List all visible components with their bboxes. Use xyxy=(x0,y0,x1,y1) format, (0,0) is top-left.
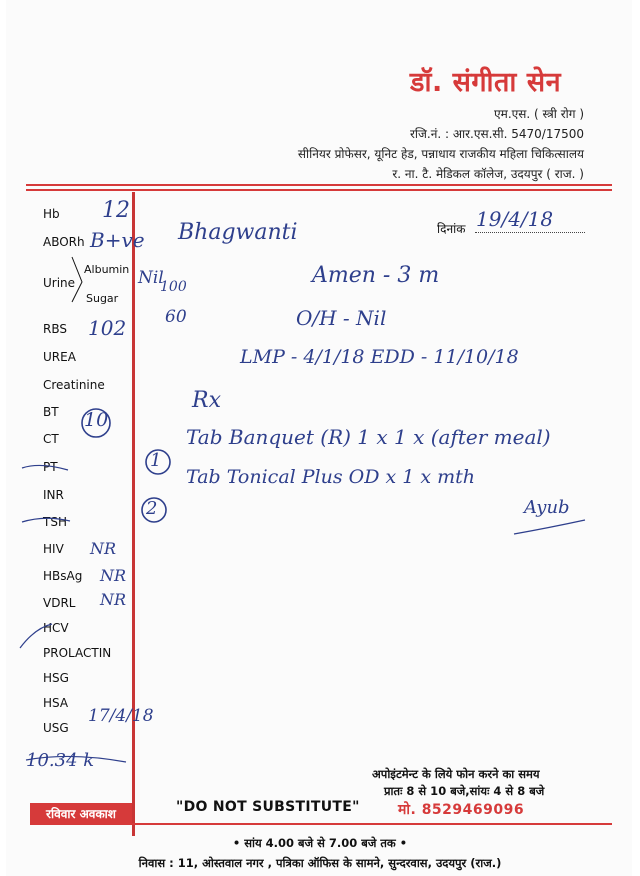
test-hcv: HCV xyxy=(43,621,69,635)
test-tsh: TSH xyxy=(43,515,67,529)
test-inr: INR xyxy=(43,488,64,502)
hw-med1-number: 1 xyxy=(150,450,162,471)
test-hbsag: HBsAg xyxy=(43,569,83,583)
residence-address: निवास : 11, ओस्तवाल नगर , पत्रिका ऑफिस के सामने, सुन्दरवास, उदयपुर (राज.) xyxy=(138,856,502,870)
test-sugar: Sugar xyxy=(86,292,119,305)
hw-rbs-value: 102 xyxy=(88,316,127,340)
appointment-times: प्रातः 8 से 10 बजे,सांयः 4 से 8 बजे xyxy=(384,784,545,798)
test-creatinine: Creatinine xyxy=(43,378,105,392)
test-vdrl: VDRL xyxy=(43,596,76,610)
hw-usg-date: 17/4/18 xyxy=(88,706,154,726)
test-aborh: ABORh xyxy=(43,235,85,249)
hw-amenorrhea: Amen - 3 m xyxy=(312,263,440,288)
clinic-hours: • सांय 4.00 बजे से 7.00 बजे तक • xyxy=(232,836,408,850)
hw-signature: Ayub xyxy=(524,497,570,518)
doctor-name: डॉ. संगीता सेन xyxy=(410,67,562,98)
hw-bottom-value: 10.34 k xyxy=(26,750,95,771)
hw-ct-value: 10 xyxy=(84,409,109,431)
test-ct: CT xyxy=(43,432,59,446)
hw-date: 19/4/18 xyxy=(476,207,554,231)
hw-rx: Rx xyxy=(192,388,221,413)
hw-medicine-1: Tab Banquet (R) 1 x 1 x (after meal) xyxy=(186,425,551,449)
hw-rbs-value2: 60 xyxy=(165,307,187,327)
test-hb: Hb xyxy=(43,207,60,221)
date-label: दिनांक xyxy=(437,222,466,236)
hw-med2-number: 2 xyxy=(146,498,158,519)
hw-patient-name: Bhagwanti xyxy=(178,220,298,245)
test-hsa: HSA xyxy=(43,696,69,710)
phone-number: मो. 8529469096 xyxy=(398,802,525,818)
hw-hb-value: 12 xyxy=(102,198,130,223)
hw-complaint: O/H - Nil xyxy=(296,306,387,330)
do-not-substitute: "DO NOT SUBSTITUTE" xyxy=(176,799,360,815)
appointment-title: अपोइंटमेन्ट के लिये फोन करने का समय xyxy=(372,767,540,781)
test-pt: PT xyxy=(43,460,58,474)
designation: सीनियर प्रोफेसर, यूनिट हेड, पन्नाधाय राजकीय महिला चिकित्सालय xyxy=(297,147,584,161)
test-urine: Urine xyxy=(43,276,76,290)
hw-blood-group: B+ve xyxy=(90,228,145,252)
sunday-holiday-badge: रविवार अवकाश xyxy=(30,803,132,825)
test-hsg: HSG xyxy=(43,671,69,685)
hw-medicine-2: Tab Tonical Plus OD x 1 x mth xyxy=(186,466,476,488)
hw-sugar-value: 100 xyxy=(160,279,187,295)
hw-hbsag-value: NR xyxy=(100,566,127,585)
qualification: एम.एस. ( स्त्री रोग ) xyxy=(494,107,584,121)
test-prolactin: PROLACTIN xyxy=(43,646,112,660)
hw-lmp-edd: LMP - 4/1/18 EDD - 11/10/18 xyxy=(240,346,519,368)
hw-vdrl-value: NR xyxy=(100,590,127,609)
test-bt: BT xyxy=(43,405,59,419)
test-urea: UREA xyxy=(43,350,76,364)
hw-hiv-value: NR xyxy=(90,539,117,558)
footer-divider xyxy=(30,823,612,825)
test-usg: USG xyxy=(43,721,69,735)
college-address: र. ना. टै. मेडिकल कॉलेज, उदयपुर ( राज. ) xyxy=(392,167,584,181)
test-hiv: HIV xyxy=(43,542,64,556)
registration-number: रजि.नं. : आर.एस.सी. 5470/17500 xyxy=(409,127,584,141)
test-albumin: Albumin xyxy=(84,263,130,276)
hw-albumin-sugar: Nil xyxy=(138,268,164,288)
test-rbs: RBS xyxy=(43,322,67,336)
